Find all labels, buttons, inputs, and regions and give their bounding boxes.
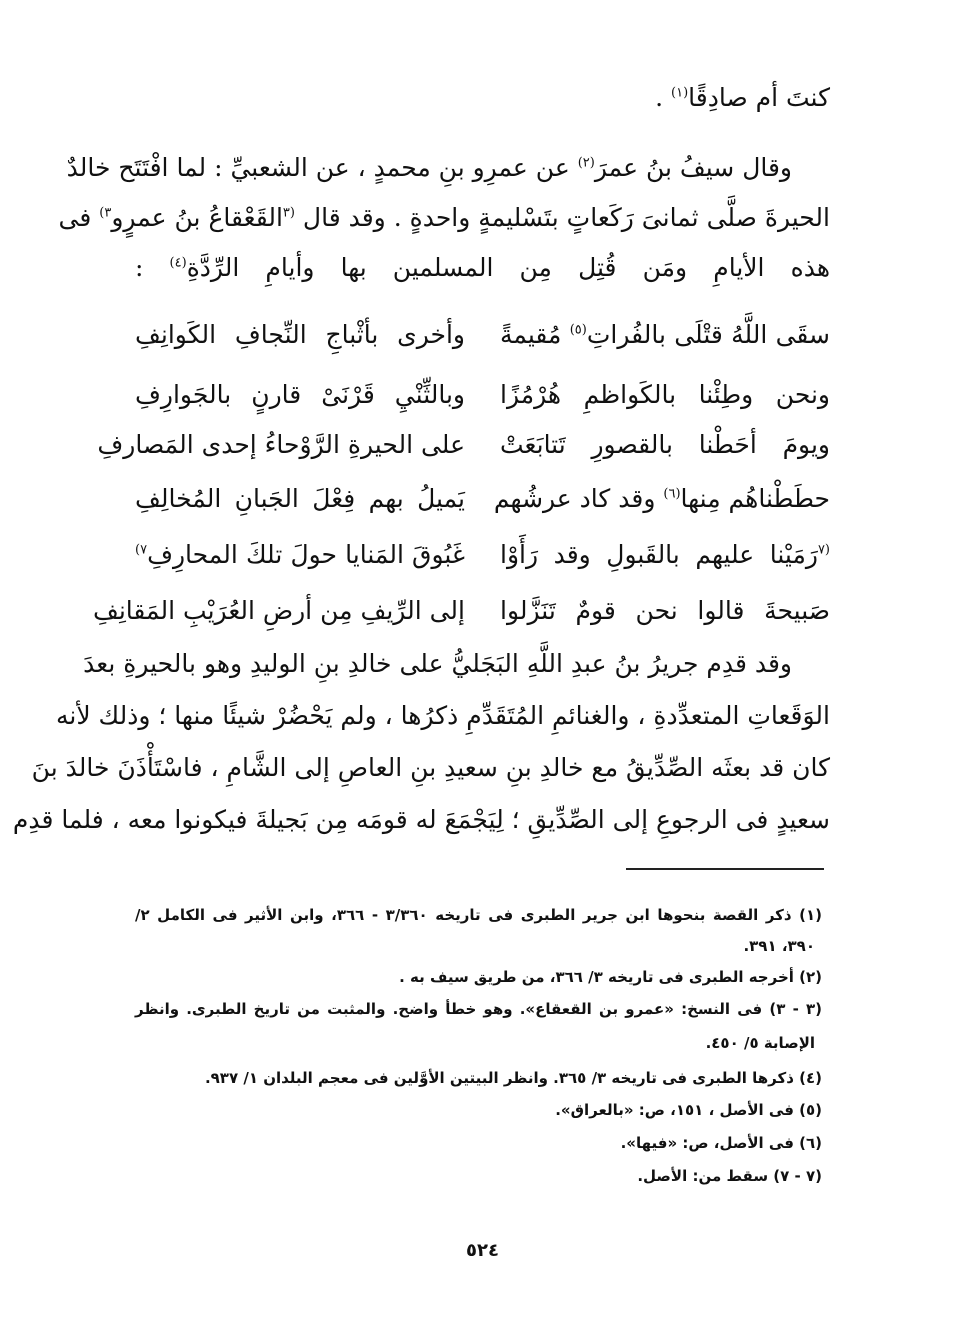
footnote-6: (٦) فى الأصل، ص: «فيها». <box>620 1134 822 1152</box>
poem-verse <box>135 314 830 356</box>
footnote-marker: (٤) <box>169 255 187 271</box>
body-line-1 <box>655 78 830 118</box>
text-run: صَبيحةَ قالوا نحن قومٌ تَنَزَّلوا <box>500 596 830 625</box>
footnote-3-continuation: الإصابة ٥/ ٤٥٠. <box>705 1034 815 1052</box>
text-run: وقد كاد عرشُهم <box>493 484 664 513</box>
footnote-2: (٢) أخرجه الطبرى فى تاريخه ٣/ ٣٦٦، من طريق سيف به . <box>399 968 822 986</box>
verse-second-hemistich <box>92 590 465 632</box>
footnote-marker: (٦) <box>663 486 681 502</box>
text-run: ويومَ أحَطْنا بالقصورِ تَتابَعَتْ <box>500 430 830 459</box>
paragraph-2-line-2: الوَقَعاتِ المتعدِّدةِ ، والغنائمِ المُتَقَدِّمِ ذكرُها ، ولم يَحْضُرْ شيئًا منها ؛ وذلك لأنه <box>55 701 830 730</box>
footnote-marker: (٣ <box>282 205 295 221</box>
footnote-1: (١) ذكر القصة بنحوها ابن جرير الطبرى فى تاريخه ٣/٣٦٠ - ٣٦٦، وابن الأثير فى الكامل ٢/ <box>135 906 822 924</box>
text-run: وقال سيفُ بنُ عمرَ <box>594 153 792 182</box>
footnote-7: (٧ - ٧) سقط من: الأصل. <box>637 1167 822 1185</box>
text-run: وأخرى بأثْباجِ النِّجافِ الكَوانِفِ <box>135 320 465 349</box>
paragraph-2-line-1: وقد قدِم جريرُ بنُ عبدِ اللَّهِ البَجَليُّ على خالدِ بنِ الوليدِ وهو بالحيرةِ بعدَ <box>83 649 792 678</box>
text-run: مُقيمةً <box>500 320 570 349</box>
paragraph-2-line-4: سعيدٍ فى الرجوعِ إلى الصِّدِّيقِ ؛ لِيَجْمَعَ له قومَه مِن بَجيلةَ فيكونوا معه ، فلما قدِم <box>12 805 830 834</box>
page-number: ٥٢٤ <box>466 1240 499 1261</box>
text-run: هذه الأيامِ ومَن قُتِل مِن المسلمين بها وأيامِ الرِّدَّةِ <box>186 253 830 282</box>
text-run: القَعْقاعُ بنُ عمرٍو <box>111 203 283 232</box>
verse-first-hemistich <box>500 424 830 466</box>
verse-first-hemistich <box>493 478 830 520</box>
text-run: كنتَ أم صادِقًا <box>688 83 830 112</box>
footnote-3: (٣ - ٣) فى النسخ: «عمرو بن القعقاع». وهو خطأ واضح. والمثبت من تاريخ الطبرى. وانظر <box>135 1000 822 1018</box>
verse-second-hemistich <box>97 424 465 466</box>
text-run: ونحن وطِئْنا بالكَواظمِ هُرْمُزًا <box>500 380 830 409</box>
paragraph-1-line-3 <box>135 248 830 288</box>
footnote-marker: (١) <box>671 85 689 101</box>
text-run: رَمَيْنا عليهم بالقَبولِ وقد رَأَوْا <box>500 540 818 569</box>
footnote-marker: (٥) <box>569 322 587 338</box>
text-run: سقَى اللَّهُ قتْلَى بالفُراتِ <box>586 320 830 349</box>
verse-second-hemistich <box>135 314 465 356</box>
paragraph-2-line-3: كان قد بعثَه الصِّدِّيقُ مع خالدِ بنِ سعيدِ بنِ العاصِ إلى الشَّامِ ، فاسْتَأْذَنَ خالدَ بنَ <box>31 753 830 782</box>
text-run: فى <box>58 203 100 232</box>
text-run: غَبُوقَ المَنايا حولَ تلكَ المحارِفِ <box>147 540 465 569</box>
verse-second-hemistich <box>135 374 465 416</box>
footnote-marker: (٢) <box>577 155 595 171</box>
text-run: حطَطْناهُم مِنها <box>680 484 830 513</box>
footnote-separator <box>626 868 824 870</box>
text-run: الحيرةَ صلَّى ثمانىَ رَكَعاتٍ بتَسْليمةٍ واحدةٍ . وقد قال <box>294 203 830 232</box>
footnote-5: (٥) فى الأصل ، ١٥١، ص: «بالعراق». <box>555 1101 822 1119</box>
poem-verse <box>135 534 830 576</box>
poem-verse <box>135 374 830 416</box>
verse-first-hemistich <box>500 374 830 416</box>
text-run: إلى الرِّيفِ مِن أرضِ العُرَيْبِ المَقانِفِ <box>92 596 465 625</box>
text-run: . <box>655 83 671 112</box>
footnote-1-continuation: ٣٩٠، ٣٩١. <box>743 937 815 955</box>
paragraph-1-line-1 <box>66 148 830 188</box>
footnote-marker: ٣) <box>99 205 112 221</box>
text-run: وبالثِّنْيِ قَرْنَىْ قارنٍ بالجَوارِفِ <box>135 380 465 409</box>
verse-second-hemistich <box>135 478 465 520</box>
text-run: على الحيرةِ الرَّوْحاءُ إحدى المَصارفِ <box>97 430 465 459</box>
poem-verse <box>97 424 830 466</box>
text-run: يَميلُ بهم فِعْلَ الجَبانِ المُخالِفِ <box>135 484 465 513</box>
footnote-marker: ٧) <box>135 542 148 558</box>
verse-second-hemistich <box>135 534 465 576</box>
text-run: : <box>135 253 170 282</box>
verse-first-hemistich <box>500 590 830 632</box>
poem-verse <box>135 478 830 520</box>
paragraph-1-line-2 <box>58 198 830 238</box>
verse-first-hemistich <box>500 314 830 356</box>
footnote-marker: (٧ <box>817 542 830 558</box>
poem-verse <box>92 590 830 632</box>
verse-first-hemistich <box>500 534 830 576</box>
text-run: عن عمرِو بنِ محمدٍ ، عن الشعبيِّ : لما افْتَتَح خالدٌ <box>66 153 578 182</box>
footnote-4: (٤) ذكرها الطبرى فى تاريخه ٣/ ٣٦٥. وانظر البيتين الأوَّلين فى معجم البلدان ١/ ٩٣٧. <box>204 1069 822 1087</box>
